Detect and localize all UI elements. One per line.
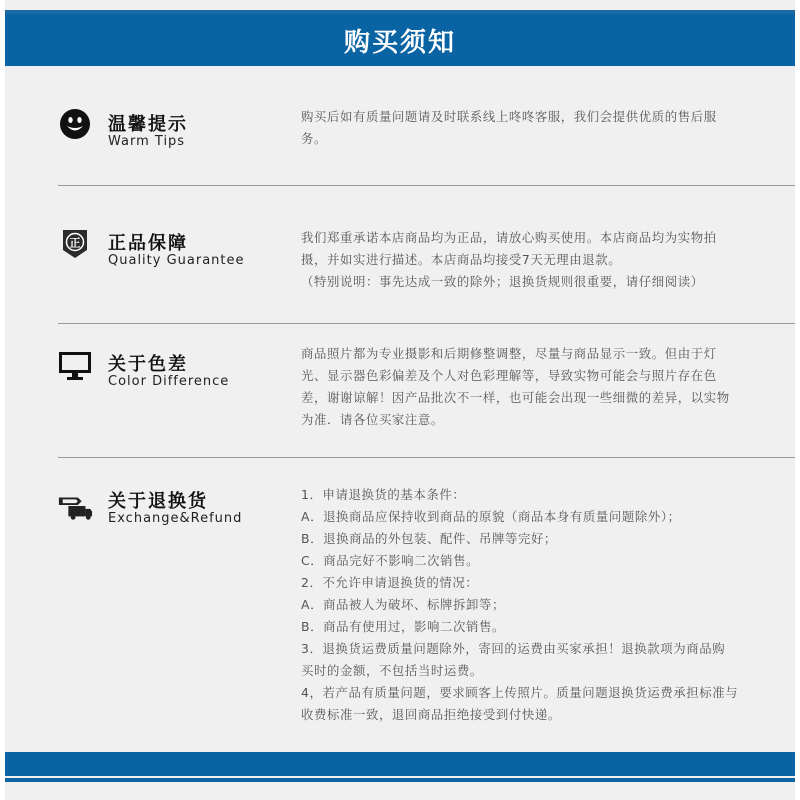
section-subtitle-exchange: Exchange&Refund [108, 511, 243, 526]
purchase-notice-panel [5, 0, 795, 800]
text-line: 商品照片都为专业摄影和后期修整调整，尽量与商品显示一致。但由于灯 [301, 346, 717, 361]
smiley-icon [57, 108, 93, 140]
text-line: 买时的金额，不包括当时运费。 [301, 663, 483, 678]
text-line: 务。 [301, 131, 327, 146]
badge-character: 正 [69, 236, 81, 250]
text-line: B．退换商品的外包装、配件、吊牌等完好； [301, 531, 557, 546]
section-text-exchange [301, 484, 785, 726]
section-title-exchange: 关于退换货 [108, 491, 208, 512]
text-line: A．退换商品应保持收到商品的原貌（商品本身有质量问题除外）； [301, 509, 681, 524]
section-divider [58, 185, 795, 186]
text-line: 4，若产品有质量问题，要求顾客上传照片。质量问题退换货运费承担标准与 [301, 685, 739, 700]
text-line: 3．退换货运费质量问题除外，寄回的运费由买家承担！退换款项为商品购 [301, 641, 726, 656]
page-title: 购买须知 [343, 27, 456, 58]
text-line: 光、显示器色彩偏差及个人对色彩理解等，导致实物可能会与照片存在色 [301, 368, 717, 383]
section-divider [58, 457, 795, 458]
monitor-icon [57, 350, 93, 382]
footer-line [5, 778, 795, 782]
section-divider [58, 323, 795, 324]
text-line: 差，谢谢谅解！因产品批次不一样，也可能会出现一些细微的差异，以实物 [301, 390, 730, 405]
text-line: A．商品被人为破坏、标牌拆卸等； [301, 597, 505, 612]
section-text-quality [301, 227, 785, 293]
section-subtitle-quality: Quality Guarantee [108, 253, 245, 268]
section-title-quality: 正品保障 [108, 233, 188, 254]
footer-band [5, 752, 795, 776]
text-line: B．商品有使用过，影响二次销售。 [301, 619, 505, 634]
page-header [5, 14, 795, 66]
section-text-color [301, 343, 785, 431]
section-text-warm-tips [301, 106, 785, 150]
section-title-warm-tips: 温馨提示 [108, 114, 188, 135]
text-line: 为准．请各位买家注意。 [301, 412, 444, 427]
text-line: 摄，并如实进行描述。本店商品均接受7天无理由退款。 [301, 252, 622, 267]
exchange-truck-icon [57, 490, 93, 522]
text-line: C．商品完好不影响二次销售。 [301, 553, 480, 568]
text-line: 2．不允许申请退换货的情况： [301, 575, 479, 590]
section-subtitle-warm-tips: Warm Tips [108, 134, 186, 149]
text-line: 1．申请退换货的基本条件： [301, 487, 466, 502]
section-title-color: 关于色差 [108, 354, 188, 375]
text-line: （特别说明：事先达成一致的除外；退换货规则很重要，请仔细阅读） [301, 274, 704, 289]
text-line: 我们郑重承诺本店商品均为正品，请放心购买使用。本店商品均为实物拍 [301, 230, 717, 245]
section-subtitle-color: Color Difference [108, 374, 230, 389]
text-line: 购买后如有质量问题请及时联系线上咚咚客服，我们会提供优质的售后服 [301, 109, 717, 124]
authentic-badge-icon [57, 228, 93, 260]
text-line: 收费标准一致，退回商品拒绝接受到付快递。 [301, 707, 561, 722]
